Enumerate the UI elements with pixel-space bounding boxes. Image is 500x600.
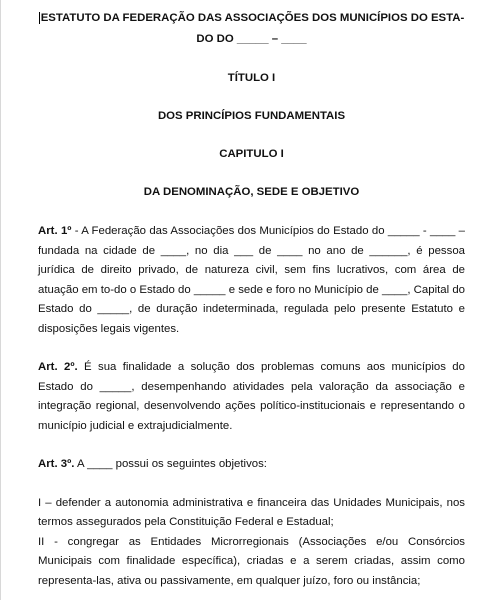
document-title-line-1: ESTATUTO DA FEDERAÇÃO DAS ASSOCIAÇÕES DOS MUNICÍPIOS DO ESTA- bbox=[40, 12, 465, 24]
article-2-text: É sua finalidade a solução dos problemas comuns aos municípios do Estado do _____, desempenhando atividades pela valoração da associação e integração regional, desenvolvendo ações político-institucionais e representando o município judicial e extrajudicialmente. bbox=[38, 361, 465, 432]
article-2-label: Art. 2º. bbox=[38, 361, 78, 373]
article-3-item-ii: II - congregar as Entidades Microrregionais (Associações e/ou Consórcios Municipais com finalidade específica), criadas e a serem criadas, assim como representa-las, ativa ou passivamente, em qualquer juízo, foro ou instância; bbox=[38, 535, 465, 587]
article-1 bbox=[38, 222, 465, 339]
document-title bbox=[38, 8, 465, 29]
heading-principios: DOS PRINCÍPIOS FUNDAMENTAIS bbox=[157, 110, 346, 122]
article-3 bbox=[38, 455, 465, 475]
heading-titulo: TÍTULO I bbox=[227, 72, 276, 84]
article-3-text: A ____ possui os seguintes objetivos: bbox=[74, 458, 267, 470]
article-3-item-i: I – defender a autonomia administrativa e financeira das Unidades Municipais, nos termos assegurados pela Constituição Federal e Estadual; bbox=[38, 496, 465, 528]
text-cursor bbox=[39, 12, 40, 24]
heading-capitulo: CAPITULO I bbox=[219, 148, 284, 160]
heading-denominacao: DA DENOMINAÇÃO, SEDE E OBJETIVO bbox=[143, 186, 360, 198]
article-1-text: - A Federação das Associações dos Municípios do Estado do _____ - ____ – fundada na cidade de ____, no dia ___ de ____ no ano de ______, é pessoa jurídica de direito privado, de natureza civil, sem fins lucrativos, com área de atuação em to-do o Estado do _____ e sede e foro no Município de ____, Capital do Estado do _____, de duração indeterminada, regulada pelo presente Estatuto e disposições legais vigentes. bbox=[38, 225, 465, 335]
article-1-label: Art. 1º bbox=[38, 225, 72, 237]
article-3-label: Art. 3º. bbox=[38, 458, 75, 470]
document-title-line-2: DO DO _____ – ____ bbox=[196, 33, 307, 45]
article-2 bbox=[38, 358, 465, 436]
title-block bbox=[38, 8, 465, 200]
